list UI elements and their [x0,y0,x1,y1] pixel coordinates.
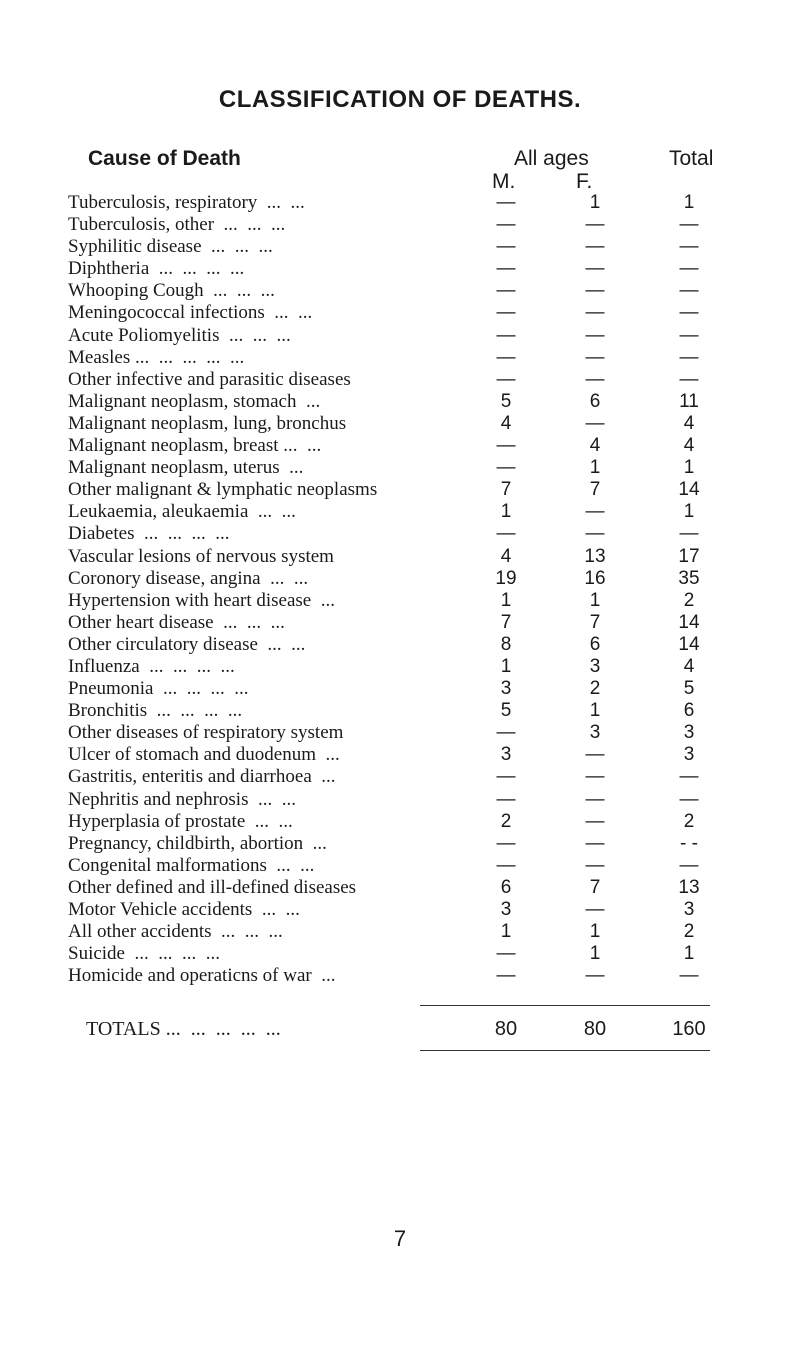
table-row [68,722,728,744]
male-count-cell: — [496,324,516,346]
female-count-cell: 3 [589,655,601,677]
table-row [68,921,728,943]
female-count-cell: — [585,899,605,920]
totals-bottom-rule [420,1050,710,1051]
male-count-cell: — [496,943,516,965]
male-count-cell: — [496,258,516,280]
female-count-cell: — [585,854,605,876]
header-male: M. [492,170,516,193]
female-count-cell: 1 [589,700,601,722]
total-count-cell: 13 [678,876,700,898]
cause-cell: Meningococcal infections ... ... [68,302,313,324]
total-count-cell: 11 [679,390,699,412]
total-count-cell: 35 [678,567,700,589]
table-row [68,877,728,899]
table-row [68,391,728,413]
cause-cell: Syphilitic disease ... ... ... [68,236,273,258]
female-count-cell: — [585,810,605,832]
table-row [68,612,728,634]
cause-cell: Coronory disease, angina ... ... [68,567,309,589]
male-count-cell: — [496,280,516,302]
female-count-cell: — [585,214,605,236]
cause-cell: All other accidents ... ... ... [68,921,283,943]
table-row [68,965,728,987]
female-count-cell: 1 [589,589,601,611]
total-count-cell: — [679,368,699,390]
table-row [68,789,728,811]
table-row [68,899,728,921]
table-row [68,413,728,435]
female-count-cell: — [585,832,605,854]
total-count-cell: 5 [683,678,695,700]
female-count-cell: 6 [589,633,601,655]
cause-cell: Malignant neoplasm, uterus ... [68,457,304,479]
male-count-cell: — [496,766,516,788]
male-count-cell: — [496,368,516,390]
female-count-cell: — [585,302,605,324]
male-count-cell: 7 [500,479,512,501]
total-count-cell: 4 [683,412,695,434]
table-row [68,833,728,855]
female-count-cell: 7 [589,479,601,501]
cause-cell: Whooping Cough ... ... ... [68,280,275,302]
male-count-cell: — [496,214,516,236]
total-count-cell: — [679,236,699,258]
cause-cell: Motor Vehicle accidents ... ... [68,899,300,920]
header-total: Total [669,147,714,170]
female-count-cell: — [585,346,605,368]
male-count-cell: 8 [500,633,512,655]
total-count-cell: 3 [683,744,695,766]
cause-cell: Gastritis, enteritis and diarrhoea ... [68,766,336,788]
total-count-cell: 1 [683,192,695,213]
total-count-cell: 14 [678,479,700,501]
male-count-cell: — [496,346,516,368]
table-row [68,590,728,612]
female-count-cell: — [585,523,605,545]
female-count-cell: — [585,280,605,302]
cause-cell: Pregnancy, childbirth, abortion ... [68,832,327,854]
female-count-cell: — [585,744,605,766]
table-row [68,744,728,766]
cause-cell: Pneumonia ... ... ... ... [68,678,249,700]
male-count-cell: 1 [500,589,512,611]
total-count-cell: 14 [678,633,700,655]
total-count-cell: 6 [683,700,695,722]
table-row [68,546,728,568]
male-count-cell: — [496,435,516,457]
page-number: 7 [393,1226,407,1251]
male-count-cell: — [496,832,516,854]
total-count-cell: — [679,302,699,324]
cause-cell: Other heart disease ... ... ... [68,611,285,633]
total-count-cell: 2 [683,921,695,943]
table-row [68,678,728,700]
cause-cell: Malignant neoplasm, breast ... ... [68,435,322,457]
cause-cell: Homicide and operaticns of war ... [68,965,336,987]
female-count-cell: 7 [589,876,601,898]
female-count-cell: 1 [589,192,601,213]
male-count-cell: 5 [500,390,512,412]
cause-cell: Other infective and parasitic diseases [68,368,351,390]
total-count-cell: — [679,214,699,236]
total-count-cell: 14 [678,611,700,633]
male-count-cell: — [496,457,516,479]
cause-cell: Diphtheria ... ... ... ... [68,258,245,280]
cause-cell: Nephritis and nephrosis ... ... [68,788,296,810]
male-count-cell: — [496,722,516,744]
female-count-cell: — [585,788,605,810]
cause-cell: Acute Poliomyelitis ... ... ... [68,324,291,346]
male-count-cell: — [496,192,516,213]
female-count-cell: — [585,965,605,987]
table-row [68,568,728,590]
female-count-cell: 1 [589,457,601,479]
male-count-cell: 3 [500,899,512,920]
total-count-cell: — [679,324,699,346]
total-count-cell: 1 [683,501,695,523]
table-row [68,302,728,324]
male-count-cell: — [496,854,516,876]
female-count-cell: 3 [589,722,601,744]
male-count-cell: 3 [500,678,512,700]
table-row [68,943,728,965]
totals-female: 80 [583,1018,607,1040]
table-row [68,435,728,457]
male-count-cell: 4 [500,545,512,567]
deaths-table-body [68,192,728,987]
total-count-cell: — [679,766,699,788]
cause-cell: Leukaemia, aleukaemia ... ... [68,501,296,523]
total-count-cell: 3 [683,722,695,744]
cause-cell: Hypertension with heart disease ... [68,589,335,611]
female-count-cell: 16 [584,567,606,589]
table-row [68,457,728,479]
total-count-cell: - - [680,832,698,854]
female-count-cell: 2 [589,678,601,700]
female-count-cell: 6 [589,390,601,412]
female-count-cell: 1 [589,943,601,965]
table-row [68,634,728,656]
cause-cell: Measles ... ... ... ... ... [68,346,245,368]
table-row [68,501,728,523]
male-count-cell: — [496,302,516,324]
table-row [68,192,728,214]
female-count-cell: 1 [589,921,601,943]
total-count-cell: — [679,788,699,810]
male-count-cell: — [496,236,516,258]
male-count-cell: 6 [500,876,512,898]
page-title: CLASSIFICATION OF DEATHS. [218,86,582,113]
total-count-cell: — [679,854,699,876]
table-row [68,855,728,877]
total-count-cell: 2 [683,589,695,611]
cause-cell: Malignant neoplasm, stomach ... [68,390,321,412]
male-count-cell: — [496,523,516,545]
female-count-cell: — [585,258,605,280]
total-count-cell: — [679,280,699,302]
male-count-cell: 19 [495,567,517,589]
table-row [68,236,728,258]
table-row [68,280,728,302]
cause-cell: Malignant neoplasm, lung, bronchus [68,412,347,434]
female-count-cell: — [585,412,605,434]
male-count-cell: 7 [500,611,512,633]
table-row [68,656,728,678]
cause-cell: Other circulatory disease ... ... [68,633,306,655]
female-count-cell: — [585,324,605,346]
totals-label: TOTALS ... ... ... ... ... [86,1018,281,1040]
table-row [68,766,728,788]
table-row [68,523,728,545]
total-count-cell: 4 [683,435,695,457]
total-count-cell: 1 [683,457,695,479]
header-cause-of-death: Cause of Death [88,147,241,170]
female-count-cell: 7 [589,611,601,633]
female-count-cell: 4 [589,435,601,457]
cause-cell: Other malignant & lymphatic neoplasms [68,479,378,501]
cause-cell: Congenital malformations ... ... [68,854,315,876]
total-count-cell: — [679,965,699,987]
totals-male: 80 [494,1018,518,1040]
table-row [68,811,728,833]
cause-cell: Hyperplasia of prostate ... ... [68,810,293,832]
female-count-cell: — [585,236,605,258]
table-row [68,258,728,280]
male-count-cell: 1 [500,501,512,523]
cause-cell: Tuberculosis, other ... ... ... [68,214,286,236]
female-count-cell: — [585,368,605,390]
cause-cell: Influenza ... ... ... ... [68,655,235,677]
table-row [68,214,728,236]
total-count-cell: — [679,346,699,368]
totals-top-rule [420,1005,710,1006]
total-count-cell: 17 [678,545,700,567]
cause-cell: Other diseases of respiratory system [68,722,344,744]
cause-cell: Ulcer of stomach and duodenum ... [68,744,340,766]
male-count-cell: — [496,965,516,987]
table-row [68,325,728,347]
total-count-cell: — [679,523,699,545]
female-count-cell: 13 [584,545,606,567]
female-count-cell: — [585,501,605,523]
male-count-cell: 1 [500,655,512,677]
cause-cell: Suicide ... ... ... ... [68,943,220,965]
total-count-cell: 1 [683,943,695,965]
total-count-cell: — [679,258,699,280]
table-row [68,369,728,391]
total-count-cell: 3 [683,899,695,920]
male-count-cell: 3 [500,744,512,766]
total-count-cell: 4 [683,655,695,677]
cause-cell: Diabetes ... ... ... ... [68,523,230,545]
header-female: F. [576,170,593,193]
female-count-cell: — [585,766,605,788]
cause-cell: Bronchitis ... ... ... ... [68,700,243,722]
cause-cell: Vascular lesions of nervous system [68,545,334,567]
table-row [68,479,728,501]
header-all-ages: All ages [514,147,589,170]
table-row [68,347,728,369]
totals-row [68,1018,728,1048]
totals-total: 160 [672,1018,706,1040]
male-count-cell: 4 [500,412,512,434]
total-count-cell: 2 [683,810,695,832]
table-row [68,700,728,722]
male-count-cell: 2 [500,810,512,832]
male-count-cell: 1 [500,921,512,943]
cause-cell: Tuberculosis, respiratory ... ... [68,192,305,213]
male-count-cell: — [496,788,516,810]
male-count-cell: 5 [500,700,512,722]
cause-cell: Other defined and ill-defined diseases [68,876,357,898]
